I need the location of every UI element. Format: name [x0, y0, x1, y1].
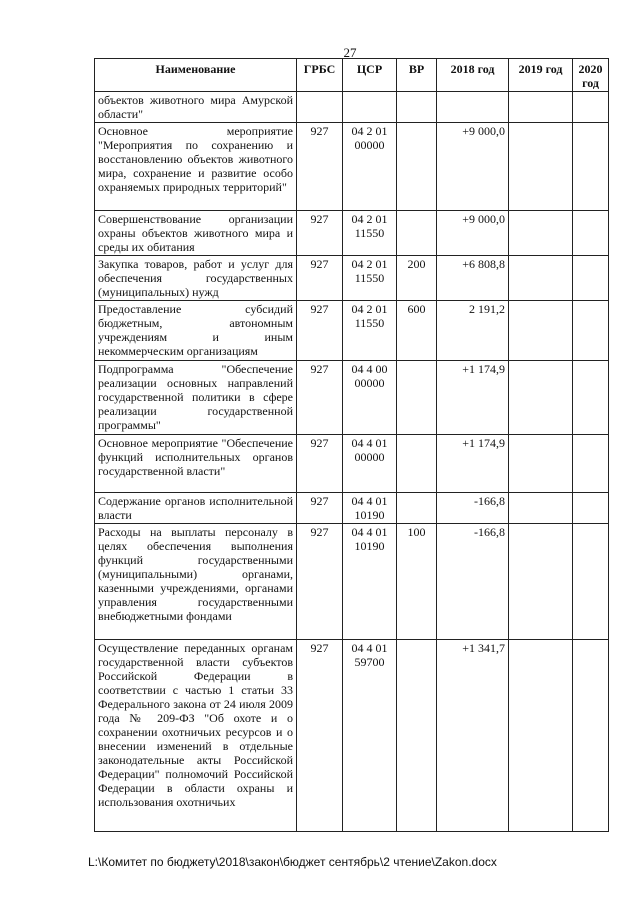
row-2019	[509, 301, 573, 361]
row-2020	[573, 524, 609, 640]
row-name: Закупка товаров, работ и услуг для обеспечения государственных (муниципальных) нужд	[95, 256, 297, 301]
table-header-row	[95, 59, 609, 92]
row-vr	[397, 361, 437, 435]
row-name: объектов животного мира Амурской области"	[95, 92, 297, 123]
row-vr	[397, 211, 437, 256]
table-row	[95, 361, 609, 435]
row-2020	[573, 361, 609, 435]
row-2019	[509, 256, 573, 301]
table-row	[95, 640, 609, 832]
row-name: Предоставление субсидий бюджетным, автономным учреждениям и иным некоммерческим организациям	[95, 301, 297, 361]
row-csr: 04 4 01 10190	[343, 524, 397, 640]
row-csr: 04 2 01 11550	[343, 256, 397, 301]
row-2020	[573, 435, 609, 493]
row-2018: -166,8	[437, 524, 509, 640]
row-grbs: 927	[297, 640, 343, 832]
col-header-grbs: ГРБС	[297, 59, 343, 92]
row-csr: 04 4 01 00000	[343, 435, 397, 493]
col-header-csr: ЦСР	[343, 59, 397, 92]
row-2018: +1 174,9	[437, 361, 509, 435]
table-row	[95, 435, 609, 493]
row-2019	[509, 640, 573, 832]
row-2018: -166,8	[437, 493, 509, 524]
row-csr: 04 2 01 11550	[343, 301, 397, 361]
table-row	[95, 301, 609, 361]
row-name: Содержание органов исполнительной власти	[95, 493, 297, 524]
col-header-name: Наименование	[95, 59, 297, 92]
row-grbs: 927	[297, 301, 343, 361]
row-vr	[397, 493, 437, 524]
row-2018: +1 341,7	[437, 640, 509, 832]
row-csr: 04 2 01 11550	[343, 211, 397, 256]
table-row	[95, 256, 609, 301]
row-name: Подпрограмма "Обеспечение реализации основных направлений государственной политики в сфере реализации государственной программы"	[95, 361, 297, 435]
row-2018: +9 000,0	[437, 123, 509, 211]
col-header-vr: ВР	[397, 59, 437, 92]
row-2018: +9 000,0	[437, 211, 509, 256]
row-vr: 200	[397, 256, 437, 301]
row-2018	[437, 92, 509, 123]
row-vr	[397, 435, 437, 493]
row-csr: 04 4 01 59700	[343, 640, 397, 832]
row-vr: 100	[397, 524, 437, 640]
row-name: Совершенствование организации охраны объектов животного мира и среды их обитания	[95, 211, 297, 256]
row-grbs: 927	[297, 123, 343, 211]
row-2020	[573, 123, 609, 211]
row-2019	[509, 211, 573, 256]
row-grbs: 927	[297, 256, 343, 301]
row-2020	[573, 211, 609, 256]
row-name: Осуществление переданных органам государственной власти субъектов Российской Федерации в соответствии с частью 1 статьи 33 Федерального закона от 24 июля 2009 года № 209-ФЗ "Об охоте и о сохранении охотничьих ресурсов и о внесении изменений в отдельные законодательные акты Российской Федерации" полномочий Российской Федерации в области охраны и использования охотничьих	[95, 640, 297, 832]
row-grbs: 927	[297, 435, 343, 493]
col-header-2018: 2018 год	[437, 59, 509, 92]
row-grbs: 927	[297, 361, 343, 435]
row-2018: +1 174,9	[437, 435, 509, 493]
row-csr	[343, 92, 397, 123]
row-2019	[509, 493, 573, 524]
row-2020	[573, 256, 609, 301]
row-2019	[509, 435, 573, 493]
row-2018: +6 808,8	[437, 256, 509, 301]
budget-table	[94, 58, 609, 832]
row-grbs	[297, 92, 343, 123]
row-csr: 04 4 00 00000	[343, 361, 397, 435]
page-number: 27	[343, 45, 357, 60]
row-2019	[509, 123, 573, 211]
row-vr	[397, 640, 437, 832]
row-name: Расходы на выплаты персоналу в целях обеспечения выполнения функций государственными (муниципальными) органами, казенными учреждениями, органами управления государственными внебюджетными фондами	[95, 524, 297, 640]
row-vr	[397, 92, 437, 123]
row-2018: 2 191,2	[437, 301, 509, 361]
row-2019	[509, 524, 573, 640]
row-grbs: 927	[297, 524, 343, 640]
row-2020	[573, 493, 609, 524]
row-2019	[509, 361, 573, 435]
footer-file-path: L:\Комитет по бюджету\2018\закон\бюджет сентябрь\2 чтение\Zakon.docx	[88, 855, 497, 869]
col-header-2020: 2020 год	[573, 59, 609, 92]
row-2019	[509, 92, 573, 123]
col-header-2019: 2019 год	[509, 59, 573, 92]
row-grbs: 927	[297, 493, 343, 524]
table-row	[95, 493, 609, 524]
row-name: Основное мероприятие "Мероприятия по сохранению и восстановлению объектов животного мира, сохранение и развитие особо охраняемых природных территорий"	[95, 123, 297, 211]
row-grbs: 927	[297, 211, 343, 256]
table-row	[95, 92, 609, 123]
row-name: Основное мероприятие "Обеспечение функций исполнительных органов государственной власти"	[95, 435, 297, 493]
table-row	[95, 524, 609, 640]
table-row	[95, 211, 609, 256]
row-csr: 04 4 01 10190	[343, 493, 397, 524]
row-2020	[573, 92, 609, 123]
row-vr: 600	[397, 301, 437, 361]
table-row	[95, 123, 609, 211]
row-2020	[573, 640, 609, 832]
row-2020	[573, 301, 609, 361]
row-csr: 04 2 01 00000	[343, 123, 397, 211]
row-vr	[397, 123, 437, 211]
